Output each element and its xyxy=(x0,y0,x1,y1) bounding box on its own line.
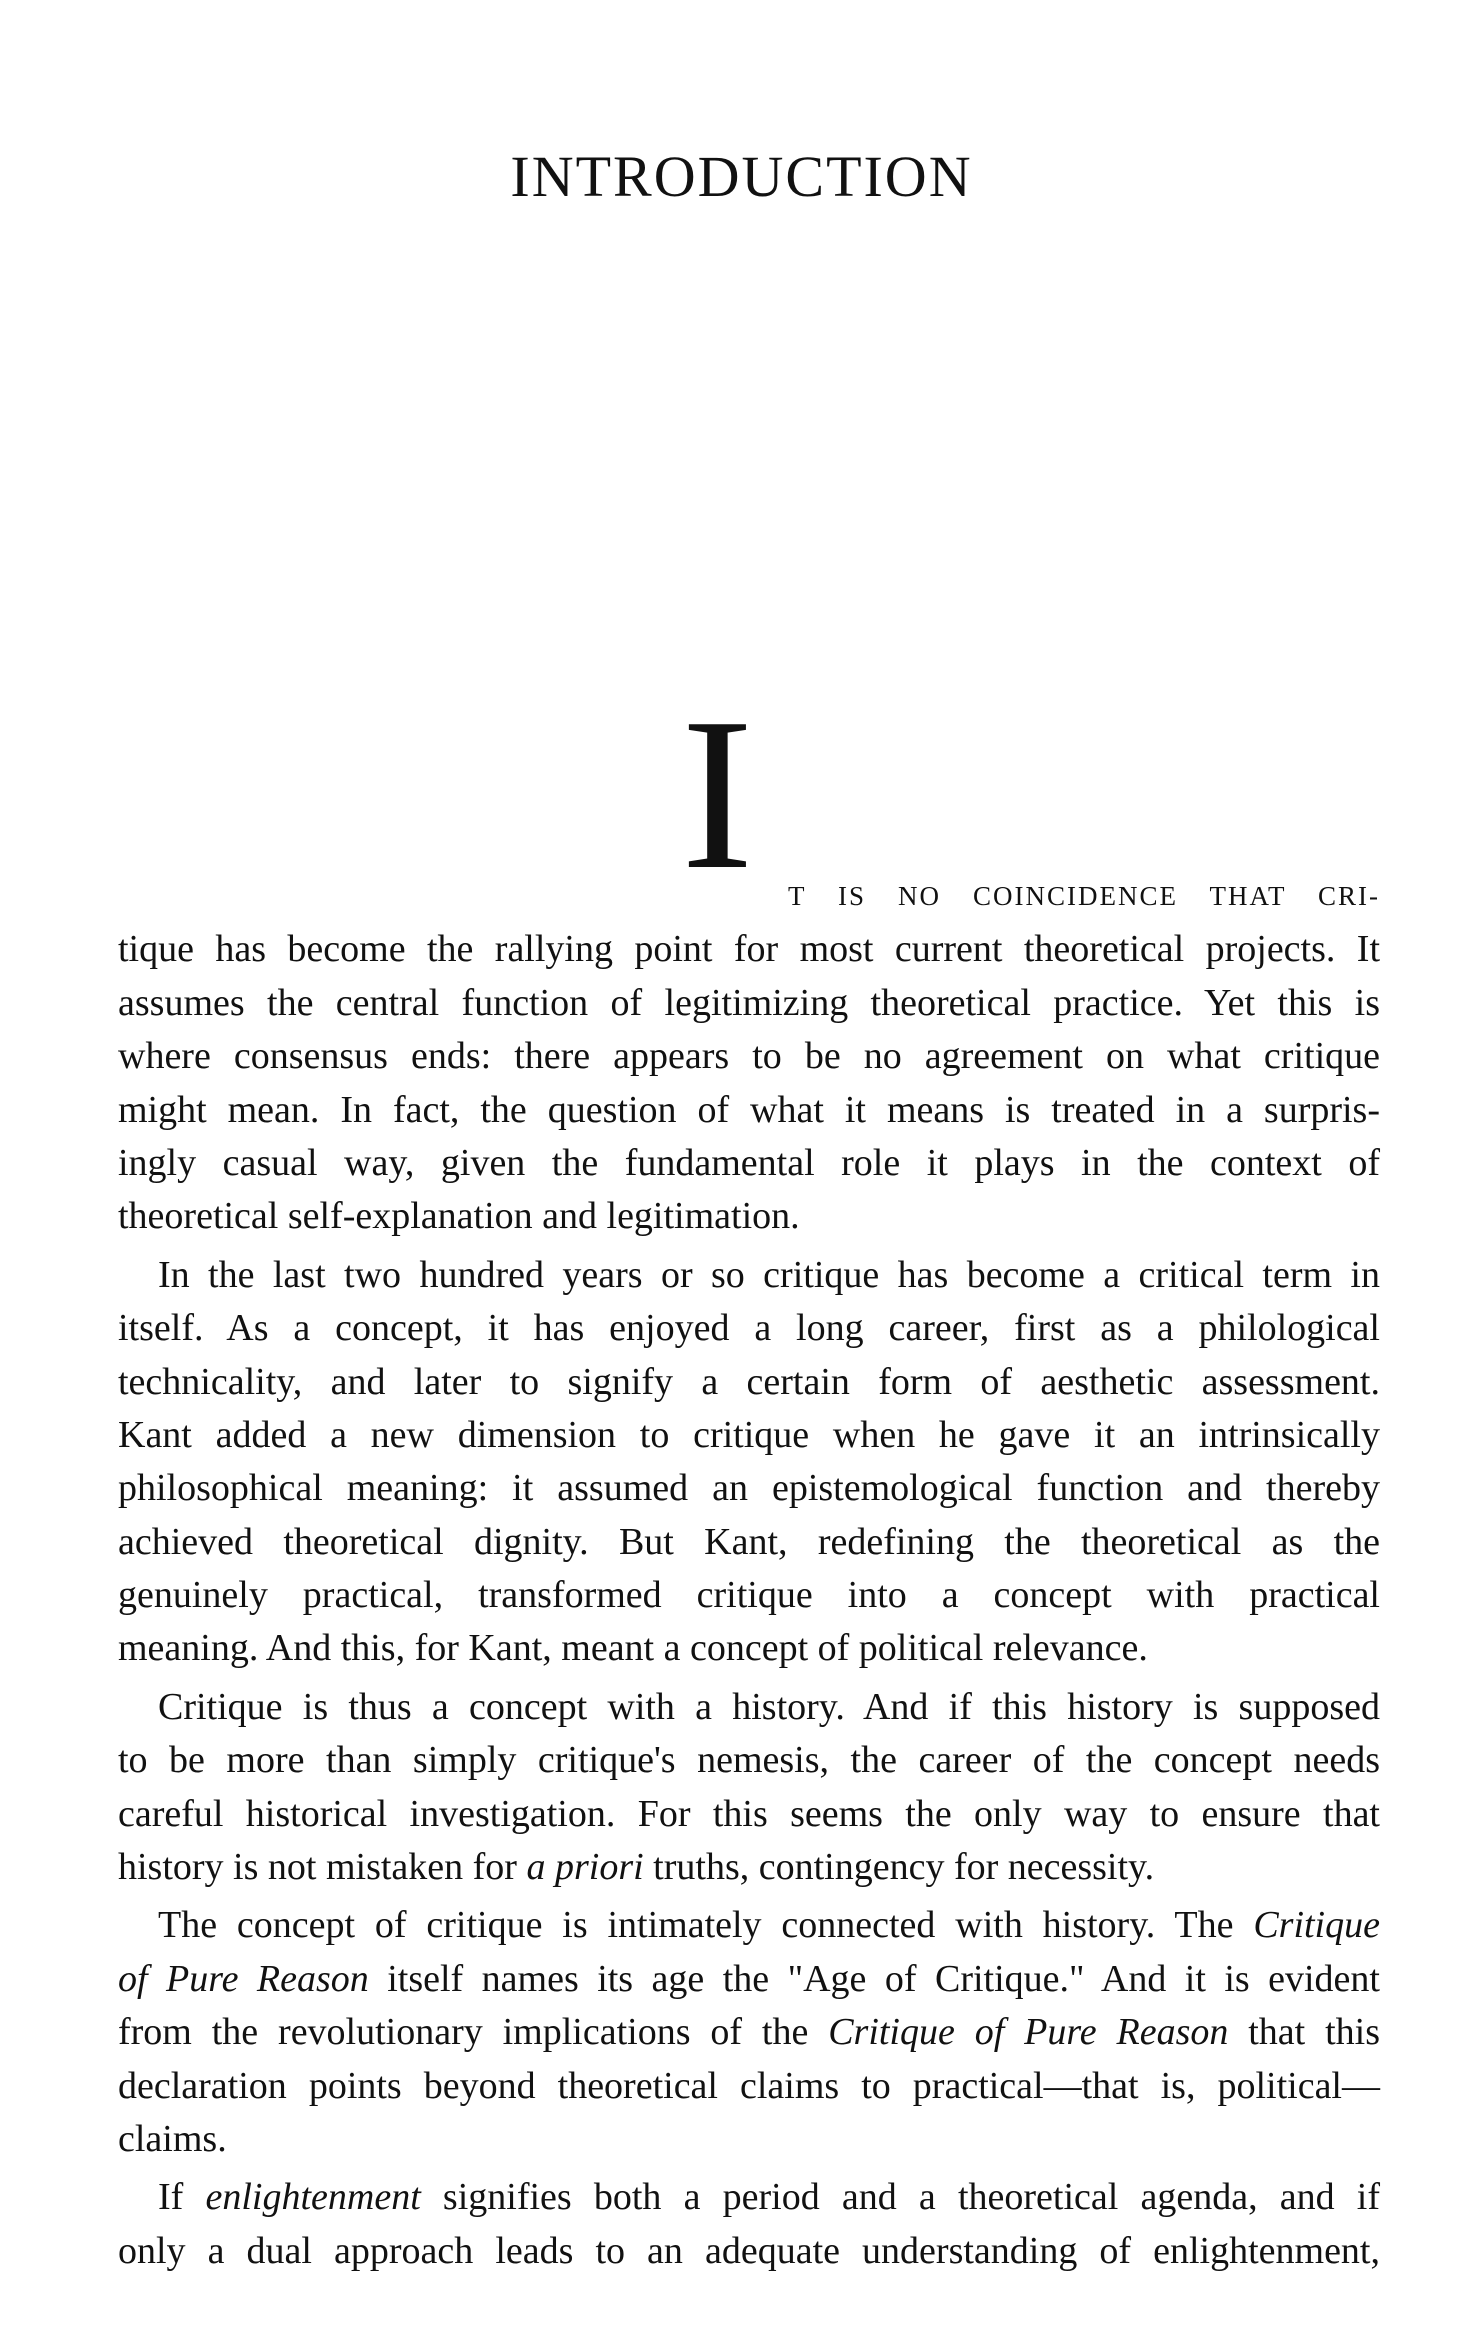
text-segment: that this xyxy=(1228,2011,1380,2054)
paragraph xyxy=(118,2171,1380,2278)
text-segment: technicality, and later to signify a certain form of aesthetic assessment. xyxy=(118,1360,1380,1403)
text-segment: declaration points beyond theoretical claims to practical—that is, political— xyxy=(118,2064,1380,2107)
italic-text: enlightenment xyxy=(205,2176,421,2219)
text-line xyxy=(118,2113,1380,2166)
text-line xyxy=(118,1788,1380,1841)
italic-text: Critique xyxy=(1253,1904,1380,1947)
text-line xyxy=(118,1137,1380,1190)
text-line xyxy=(118,1569,1380,1622)
text-segment: The concept of critique is intimately connected with history. The xyxy=(158,1904,1254,1947)
text-segment: If xyxy=(158,2176,206,2219)
paragraph xyxy=(118,1681,1380,1895)
paragraph xyxy=(118,1899,1380,2166)
text-segment: tique has become the rallying point for most current theoretical projects. It xyxy=(118,928,1380,971)
text-segment: Kant added a new dimension to critique when he gave it an intrinsically xyxy=(118,1413,1380,1456)
text-line xyxy=(118,1622,1380,1675)
text-segment: might mean. In fact, the question of what it means is treated in a surpris- xyxy=(118,1088,1380,1131)
text-segment: from the revolutionary implications of the xyxy=(118,2011,829,2054)
text-line xyxy=(118,1249,1380,1302)
text-line xyxy=(118,1681,1380,1734)
text-segment: where consensus ends: there appears to be no agreement on what critique xyxy=(118,1035,1380,1078)
text-segment: In the last two hundred years or so critique has become a critical term in xyxy=(158,1253,1380,1296)
text-line xyxy=(118,1516,1380,1569)
text-line xyxy=(118,1030,1380,1083)
text-line xyxy=(118,1462,1380,1515)
italic-text: a priori xyxy=(526,1846,644,1889)
text-segment: only a dual approach leads to an adequate understanding of enlightenment, xyxy=(118,2229,1380,2272)
text-line xyxy=(118,1356,1380,1409)
text-segment: itself. As a concept, it has enjoyed a long career, first as a philological xyxy=(118,1307,1380,1350)
text-line xyxy=(118,1953,1380,2006)
page-title: INTRODUCTION xyxy=(510,144,973,209)
text-segment: claims. xyxy=(118,2117,227,2160)
text-segment: Critique is thus a concept with a history. And if this history is supposed xyxy=(158,1685,1380,1728)
text-line xyxy=(118,1302,1380,1355)
text-segment: achieved theoretical dignity. But Kant, redefining the theoretical as the xyxy=(118,1520,1380,1563)
text-line xyxy=(118,1734,1380,1787)
text-segment: to be more than simply critique's nemesis, the career of the concept needs xyxy=(118,1739,1380,1782)
text-segment: truths, contingency for necessity. xyxy=(643,1846,1155,1889)
text-segment: itself names its age the "Age of Critique." And it is evident xyxy=(368,1957,1380,2000)
paragraph xyxy=(118,923,1380,1243)
text-line xyxy=(118,2060,1380,2113)
text-segment: theoretical self-explanation and legitimation. xyxy=(118,1195,800,1238)
text-line xyxy=(118,1409,1380,1462)
text-segment: genuinely practical, transformed critique into a concept with practical xyxy=(118,1574,1380,1617)
text-line xyxy=(118,2225,1380,2278)
text-segment: history is not mistaken for xyxy=(118,1846,527,1889)
opening-line xyxy=(118,674,1380,923)
text-line xyxy=(118,923,1380,976)
body-text xyxy=(118,674,1381,2278)
text-line xyxy=(118,1084,1380,1137)
italic-text: Critique of Pure Reason xyxy=(828,2011,1229,2054)
text-segment: philosophical meaning: it assumed an epistemological function and thereby xyxy=(118,1467,1380,1510)
lead-small-caps: T IS NO COINCIDENCE THAT CRI- xyxy=(788,881,1380,911)
italic-text: of Pure Reason xyxy=(118,1957,369,2000)
text-segment: careful historical investigation. For this seems the only way to ensure that xyxy=(118,1792,1380,1835)
text-line xyxy=(118,1190,1380,1243)
drop-cap: I xyxy=(681,674,754,915)
text-line xyxy=(118,2171,1380,2224)
text-line xyxy=(118,1841,1380,1894)
text-line xyxy=(118,2006,1380,2059)
text-segment: meaning. And this, for Kant, meant a concept of political relevance. xyxy=(118,1627,1148,1670)
text-segment: ingly casual way, given the fundamental role it plays in the context of xyxy=(118,1141,1380,1184)
paragraph xyxy=(118,1249,1380,1676)
text-line xyxy=(118,977,1380,1030)
text-segment: signifies both a period and a theoretical agenda, and if xyxy=(420,2176,1381,2219)
text-line xyxy=(118,1899,1380,1952)
text-segment: assumes the central function of legitimizing theoretical practice. Yet this is xyxy=(118,981,1380,1024)
